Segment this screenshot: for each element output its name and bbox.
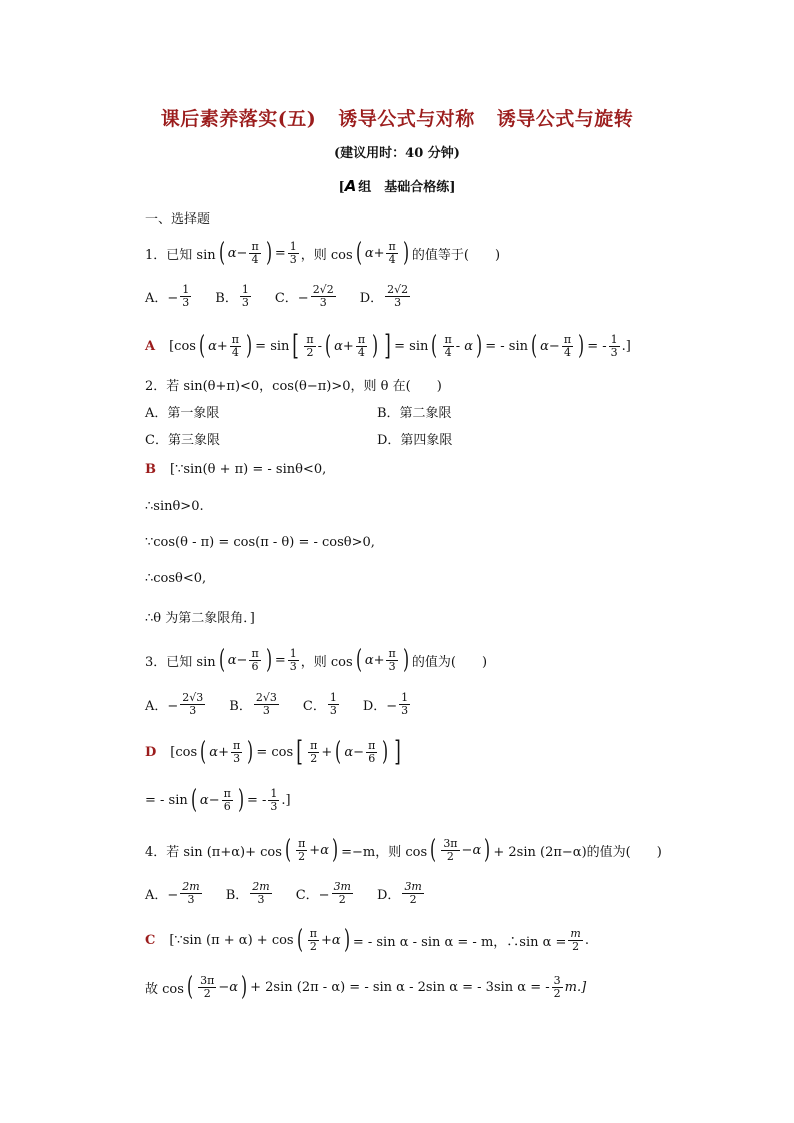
group-a-badge-icon: A — [344, 177, 357, 195]
question-4-stem: 4．若 sin (π+α)+ cos ( $\frac{\pi}{2}$ +α ) =−m，则 cos ( $\frac{3\pi}{2}$ −α ) + 2sin (2π−α)的值为( ) — [145, 835, 662, 865]
option-d[interactable]: D． $\frac{2√2}{3}$ — [359, 283, 409, 309]
question-2-solution-3: ∵cos(θ - π) = cos(π - θ) = - cosθ>0, — [145, 535, 375, 550]
question-3-solution-2: = - sin ( α− $\frac{\pi}{6}$ ) = - $\frac{1}{3}$ .] — [145, 785, 291, 815]
question-4-options — [145, 881, 448, 905]
option-a[interactable]: A．− $\frac{1}{3}$ — [145, 283, 190, 309]
option-d[interactable]: D． $\frac{3m}{2}$ — [377, 880, 422, 906]
title-part-2: 诱导公式与对称 — [338, 108, 475, 130]
title-part-3: 诱导公式与旋转 — [496, 108, 634, 130]
question-2-option-a[interactable]: A．第一象限 — [145, 406, 220, 421]
question-1-solution: A [cos ( α+ $\frac{\pi}{4}$ ) = sin [ $\frac{\pi}{2}$ - ( α+ $\frac{\pi}{4}$ ) ] = sin ( $\frac{\pi}{4}$ - α ) = - sin ( α− $\frac{\pi}{4}$ ) = - $\frac{1}{3}$ .] — [145, 329, 631, 362]
title-part-1: 课后素养落实(五) — [160, 108, 317, 130]
option-a[interactable]: A．− $\frac{2√3}{3}$ — [145, 691, 204, 717]
question-2-option-c[interactable]: C．第三象限 — [145, 433, 220, 448]
question-4-solution-2: 故 cos ( $\frac{3\pi}{2}$ −α ) + 2sin (2π - α) = - sin α - 2sin α = - 3sin α = - $\frac{3}{2}$ m.] — [145, 972, 587, 1002]
question-2-option-b[interactable]: B．第二象限 — [377, 406, 452, 421]
option-c[interactable]: C．− $\frac{2√2}{3}$ — [274, 283, 334, 309]
answer-letter: C — [145, 932, 156, 948]
page-title — [0, 104, 794, 131]
option-b[interactable]: B． $\frac{2m}{3}$ — [225, 880, 270, 906]
question-2-solution-4: ∴cosθ<0, — [145, 571, 207, 586]
option-c[interactable]: C．− $\frac{3m}{2}$ — [295, 880, 351, 906]
question-2-stem: 2．若 sin(θ+π)<0，cos(θ−π)>0，则 θ 在( ) — [145, 379, 442, 394]
question-2-option-d[interactable]: D．第四象限 — [377, 433, 453, 448]
option-d[interactable]: D．− $\frac{1}{3}$ — [362, 691, 409, 717]
question-2-solution-1: B [∵sin(θ + π) = - sinθ<0, — [145, 462, 327, 477]
question-1-stem: 1．已知 sin ( α− $\frac{\pi}{4}$ ) = $\frac{1}{3}$ ，则 cos ( α+ $\frac{\pi}{4}$ ) 的值等于( ) — [145, 238, 501, 268]
answer-letter: B — [145, 462, 156, 477]
suggested-time: (建议用时：40 分钟) — [334, 146, 460, 161]
question-3-solution-1: D [cos ( α+ $\frac{\pi}{3}$ ) = cos [ $\frac{\pi}{2}$ + ( α− $\frac{\pi}{6}$ ) ] — [145, 735, 402, 768]
question-2-solution-5: ∴θ 为第二象限角．] — [145, 611, 255, 626]
option-a[interactable]: A．− $\frac{2m}{3}$ — [145, 880, 200, 906]
question-1-options — [145, 284, 434, 308]
answer-letter: A — [145, 338, 156, 354]
section-heading: 一、选择题 — [145, 212, 211, 227]
option-c[interactable]: C． $\frac{1}{3}$ — [302, 691, 337, 717]
question-3-options — [145, 692, 434, 716]
question-3-stem: 3．已知 sin ( α− $\frac{\pi}{6}$ ) = $\frac{1}{3}$ ，则 cos ( α+ $\frac{\pi}{3}$ ) 的值为( ) — [145, 645, 488, 675]
answer-letter: D — [145, 744, 157, 760]
option-b[interactable]: B． $\frac{2√3}{3}$ — [229, 691, 277, 717]
option-b[interactable]: B． $\frac{1}{3}$ — [215, 283, 249, 309]
question-2-solution-2: ∴sinθ>0. — [145, 499, 204, 514]
question-4-solution-1: C [∵sin (π + α) + cos ( $\frac{\pi}{2}$ +α ) = - sin α - sin α = - m，∴sin α = $\frac{m}{2}$ . — [145, 925, 589, 955]
group-heading: [A 组 基础合格练] — [338, 177, 456, 195]
